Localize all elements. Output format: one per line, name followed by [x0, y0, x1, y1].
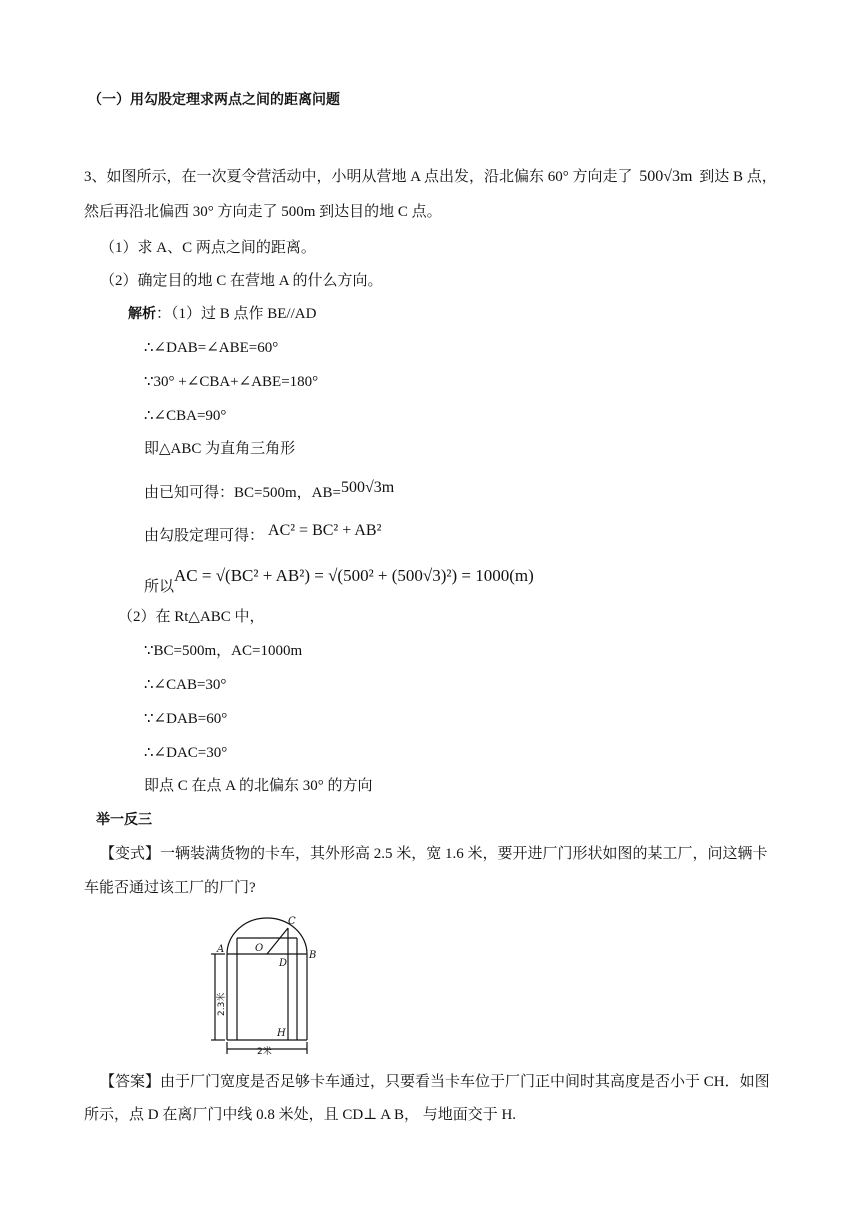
part-2-step-1: ∵BC=500m，AC=1000m — [144, 643, 303, 659]
solution-step-5 — [144, 479, 395, 503]
problem-line-1 — [84, 167, 777, 187]
distance-calculation: AC = √(BC² + AB²) = √(500² + (500√3)²) = 1000(m) — [174, 566, 534, 585]
solution-step-6 — [144, 522, 382, 546]
part-2-conclusion: 即点 C 在点 A 的北偏东 30° 的方向 — [144, 778, 373, 794]
label-d: D — [279, 958, 288, 969]
factory-gate-figure — [205, 908, 325, 1058]
solution-step-5-expression: 500√3m — [340, 479, 395, 496]
label-o: O — [255, 943, 264, 954]
question-2: （2）确定目的地 C 在营地 A 的什么方向。 — [100, 273, 383, 289]
label-a: A — [217, 944, 225, 955]
answer-line-2: 所示，点 D 在离厂门中线 0.8 米处，且 CD⊥ A B， 与地面交于 H. — [84, 1107, 517, 1123]
problem-line-1-post: 到达 B 点， — [699, 169, 777, 185]
solution-step-2: ∵30° +∠CBA+∠ABE=180° — [144, 374, 319, 390]
pythagorean-equation: AC² = BC² + AB² — [268, 522, 382, 539]
part-2-step-2: ∴∠CAB=30° — [144, 677, 227, 693]
variant-heading: 举一反三 — [96, 812, 152, 828]
problem-distance-expression-text: 500√3m — [639, 168, 693, 185]
problem-line-2: 然后再沿北偏西 30° 方向走了 500m 到达目的地 C 点。 — [84, 204, 442, 220]
label-c: C — [288, 916, 296, 927]
answer-line-1: 【答案】由于厂门宽度是否足够卡车通过，只要看当卡车位于厂门正中间时其高度是否小于 CH．如图 — [100, 1074, 770, 1090]
solution-step-4: 即△ABC 为直角三角形 — [144, 441, 296, 457]
solution-step-5-pre: 由已知可得：BC=500m，AB= — [144, 485, 341, 501]
problem-distance-expression — [639, 167, 692, 187]
solution-step-7 — [144, 566, 534, 595]
solution-step-7-pre: 所以 — [144, 579, 175, 595]
solution-first-line — [128, 304, 316, 324]
height-label: 2.3米 — [217, 992, 227, 1016]
part-2-heading: （2）在 Rt△ABC 中， — [118, 609, 265, 625]
question-1: （1）求 A、C 两点之间的距离。 — [100, 240, 316, 256]
variant-text-1: 【变式】一辆装满货物的卡车，其外形高 2.5 米，宽 1.6 米，要开进厂门形状如图的某工厂，问这辆卡 — [100, 846, 768, 862]
solution-step-3: ∴∠CBA=90° — [144, 408, 227, 424]
section-title: （一）用勾股定理求两点之间的距离问题 — [88, 92, 340, 108]
radius-oc — [267, 928, 288, 954]
problem-line-1-pre: 3、如图所示，在一次夏令营活动中，小明从营地 A 点出发，沿北偏东 60° 方向走了 — [84, 169, 633, 185]
solution-first-text: ：（1）过 B 点作 BE//AD — [156, 306, 317, 322]
variant-text-2: 车能否通过该工厂的厂门? — [84, 880, 256, 896]
width-label: 2米 — [257, 1047, 272, 1057]
label-h: H — [277, 1028, 286, 1039]
solution-label: 解析 — [128, 306, 156, 322]
solution-step-6-pre: 由勾股定理可得： — [144, 528, 265, 544]
label-b: B — [309, 950, 317, 961]
part-2-step-3: ∵∠DAB=60° — [144, 711, 228, 727]
solution-step-1: ∴∠DAB=∠ABE=60° — [144, 340, 279, 356]
part-2-step-4: ∴∠DAC=30° — [144, 745, 228, 761]
